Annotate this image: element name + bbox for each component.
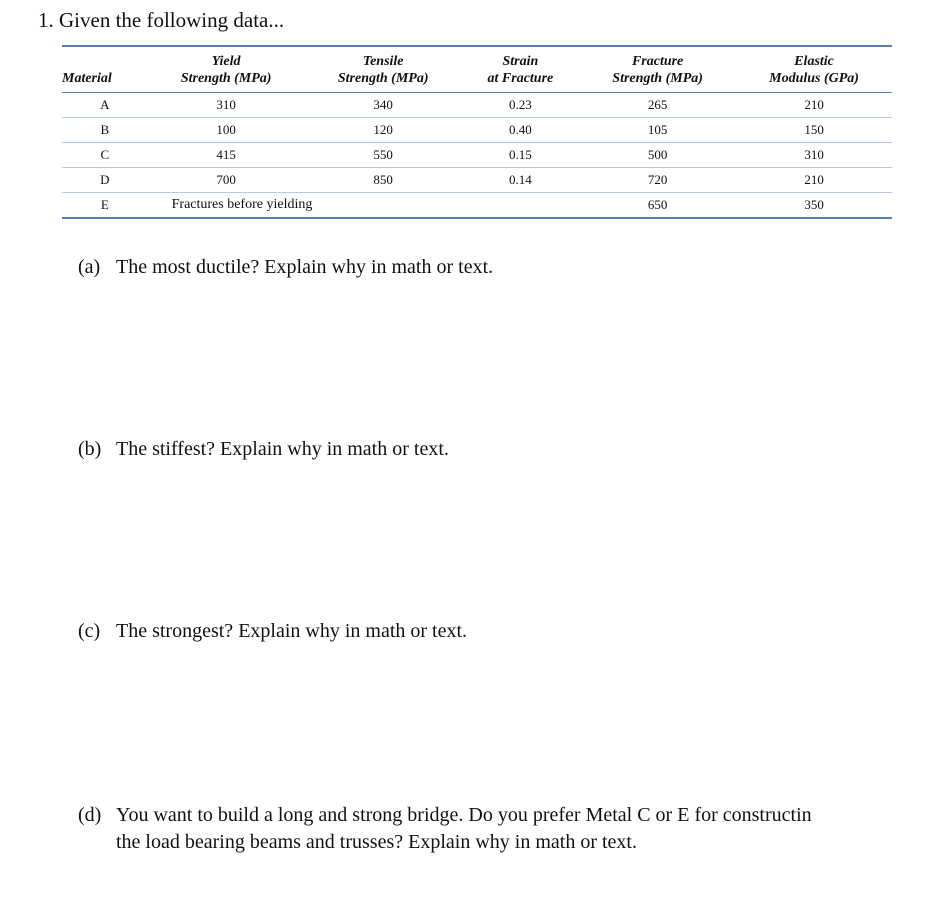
- problem-title: 1. Given the following data...: [38, 8, 285, 32]
- cell-elastic-modulus: 310: [736, 143, 892, 168]
- question-d: [78, 802, 812, 856]
- table-header-row: [62, 46, 892, 93]
- question-d-text: [116, 802, 812, 856]
- cell-material: E: [100, 197, 109, 212]
- cell-fracture-strength: 720: [579, 168, 736, 193]
- cell-yield-strength: 310: [148, 93, 305, 118]
- header-elastic-modulus: [736, 46, 892, 93]
- cell-tensile-strength: 340: [305, 93, 462, 118]
- header-tensile-line2: Strength (MPa): [337, 71, 429, 86]
- cell-fracture-note: Fractures before yielding: [171, 197, 313, 212]
- cell-tensile-strength: 550: [305, 143, 462, 168]
- question-c-label: (c): [78, 620, 101, 642]
- cell-yield-strength: 700: [148, 168, 305, 193]
- header-fracture-line2: Strength (MPa): [612, 71, 703, 86]
- cell-material: C: [62, 143, 148, 168]
- question-d-line2: the load bearing beams and trusses? Explain why in math or text.: [116, 831, 637, 853]
- cell-fracture-strength: 105: [579, 118, 736, 143]
- cell-strain-at-fracture: 0.14: [462, 168, 579, 193]
- header-strain-line1: Strain: [502, 54, 539, 69]
- cell-elastic-modulus: 150: [736, 118, 892, 143]
- cell-tensile-strength: 120: [305, 118, 462, 143]
- header-strain-at-fracture: [462, 46, 579, 93]
- table-row-material-e: [62, 193, 892, 219]
- question-b-label: (b): [78, 438, 102, 460]
- question-c: [78, 618, 467, 645]
- cell-elastic-modulus: 210: [736, 93, 892, 118]
- cell-elastic-modulus: 210: [736, 168, 892, 193]
- question-c-text: The strongest? Explain why in math or text.: [116, 620, 468, 642]
- cell-strain-at-fracture: 0.23: [462, 93, 579, 118]
- header-tensile-line1: Tensile: [362, 54, 404, 69]
- cell-yield-strength: 415: [148, 143, 305, 168]
- header-modulus-line1: Elastic: [794, 54, 834, 69]
- question-d-line1: You want to build a long and strong bridge. Do you prefer Metal C or E for constructin: [116, 804, 812, 826]
- header-material: [62, 46, 148, 93]
- cell-material: D: [62, 168, 148, 193]
- header-tensile-strength: [305, 46, 462, 93]
- material-properties-table: [62, 45, 892, 219]
- header-strain-line2: at Fracture: [487, 71, 554, 86]
- cell-material: A: [62, 93, 148, 118]
- question-b: [78, 436, 449, 463]
- header-yield-line1: Yield: [211, 54, 241, 69]
- cell-material: B: [62, 118, 148, 143]
- cell-elastic-modulus: 350: [804, 197, 824, 212]
- cell-fracture-strength: 650: [647, 197, 668, 212]
- header-modulus-line2: Modulus (GPa): [769, 71, 859, 86]
- cell-tensile-strength: 850: [305, 168, 462, 193]
- header-fracture-line1: Fracture: [631, 54, 684, 69]
- table-row-material-d: [62, 168, 892, 193]
- question-a: [78, 254, 493, 281]
- cell-fracture-strength: 265: [579, 93, 736, 118]
- table-row-material-c: [62, 143, 892, 168]
- header-material-label: Material: [62, 71, 112, 86]
- header-fracture-strength: [579, 46, 736, 93]
- header-yield-strength: [148, 46, 305, 93]
- cell-strain-at-fracture: 0.40: [462, 118, 579, 143]
- question-a-label: (a): [78, 256, 101, 278]
- cell-fracture-strength: 500: [579, 143, 736, 168]
- table-row-material-b: [62, 118, 892, 143]
- question-d-label: (d): [78, 804, 102, 826]
- question-b-text: The stiffest? Explain why in math or text.: [116, 438, 449, 460]
- table-row-material-a: [62, 93, 892, 118]
- cell-strain-at-fracture: 0.15: [462, 143, 579, 168]
- question-a-text: The most ductile? Explain why in math or text.: [116, 256, 494, 278]
- header-yield-line2: Strength (MPa): [180, 71, 272, 86]
- cell-yield-strength: 100: [148, 118, 305, 143]
